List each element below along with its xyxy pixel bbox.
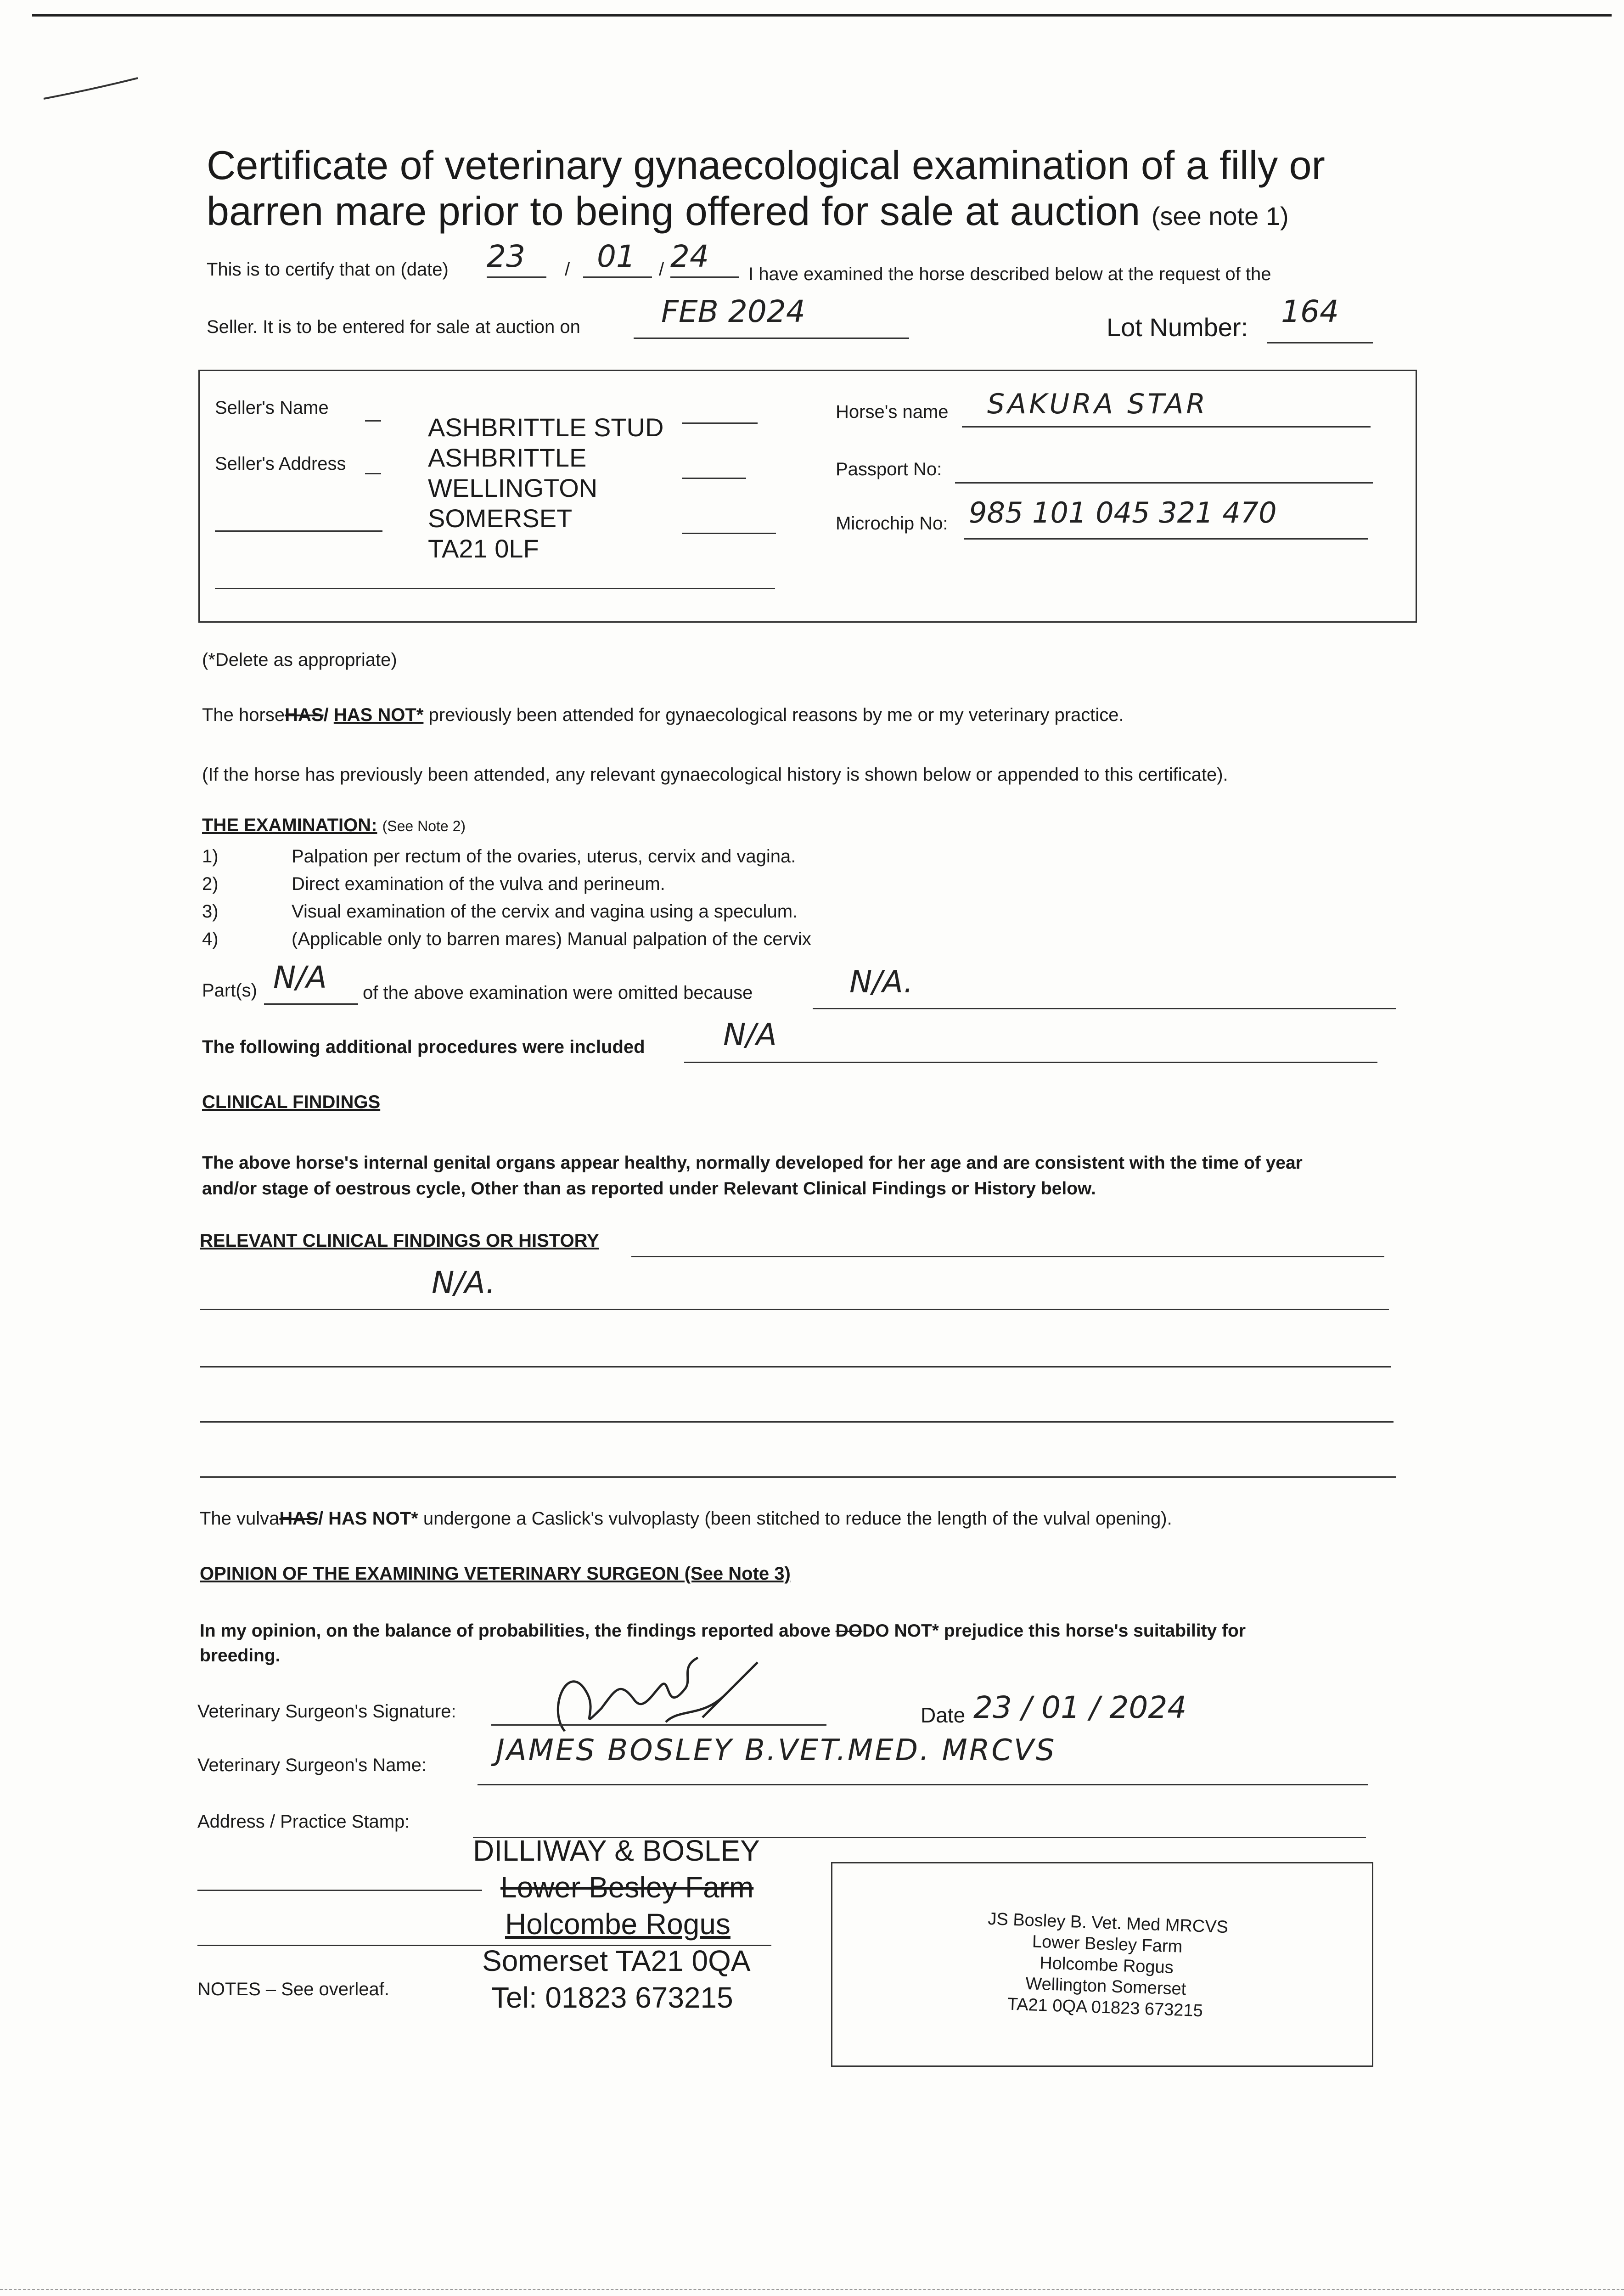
lot-line	[1267, 342, 1373, 343]
seller-address-line-3: WELLINGTON	[428, 473, 598, 502]
relevant-line-3	[200, 1421, 1394, 1423]
seller-line-1	[682, 422, 758, 424]
microchip-value: 985 101 045 321 470	[969, 496, 1277, 529]
address-label: Address / Practice Stamp:	[197, 1812, 410, 1832]
relevant-line-0	[631, 1256, 1384, 1257]
practice-tel: Tel: 01823 673215	[491, 1981, 733, 2014]
relevant-line-2	[200, 1366, 1391, 1367]
additional-line	[684, 1062, 1377, 1063]
certify-suffix: I have examined the horse described below at the request of the	[748, 264, 1271, 284]
horse-name-line	[962, 426, 1371, 428]
practice-address	[473, 1832, 760, 2016]
relevant-value: N/A.	[432, 1265, 495, 1300]
certify-prefix: This is to certify that on (date)	[207, 259, 449, 280]
sale-line	[634, 338, 909, 339]
date-label: Date	[921, 1703, 966, 1727]
clinical-heading: CLINICAL FINDINGS	[202, 1092, 381, 1112]
relevant-line-1	[200, 1309, 1389, 1310]
clinical-statement: The above horse's internal genital organs appear healthy, normally developed for her age and are consistent with the time of year and/or stage of oestrous cycle, Other than as reported under Relevant Clinical Findings or History below.	[202, 1153, 1303, 1199]
seller-address-line-2: ASHBRITTLE	[428, 443, 587, 472]
omitted-label: of the above examination were omitted because	[363, 983, 753, 1003]
practice-stamp: JS Bosley B. Vet. Med MRCVS Lower Besley Farm Holcombe Rogus Wellington Somerset TA21 0QA 01823 673215	[987, 1909, 1229, 2021]
pen-mark	[41, 64, 147, 106]
practice-line-3: Somerset TA21 0QA	[482, 1944, 751, 1977]
year-line	[670, 276, 739, 278]
opinion-statement: In my opinion, on the balance of probabilities, the findings reported above DODO NOT* prejudice this horse's suitability for breeding.	[200, 1621, 1246, 1666]
omitted-value: N/A.	[849, 964, 913, 1000]
seller-line-3	[215, 530, 382, 532]
additional-value: N/A	[723, 1017, 777, 1052]
seller-address-line-1: ASHBRITTLE STUD	[428, 413, 664, 442]
lot-number: 164	[1281, 294, 1339, 329]
seller-line-4	[682, 533, 776, 534]
surgeon-name-value: JAMES BOSLEY B.VET.MED. MRCVS	[496, 1733, 1056, 1767]
date-value: 23 / 01 / 2024	[973, 1690, 1187, 1725]
practice-line-2: Holcombe Rogus	[505, 1908, 731, 1941]
sale-date: FEB 2024	[661, 294, 805, 329]
relevant-heading: RELEVANT CLINICAL FINDINGS OR HISTORY	[200, 1231, 599, 1251]
seller-address-dash	[365, 473, 381, 474]
lot-label: Lot Number:	[1107, 313, 1248, 342]
exam-item: 3) Visual examination of the cervix and vagina using a speculum.	[202, 901, 798, 922]
veterinary-signature	[528, 1639, 785, 1745]
exam-item: 2) Direct examination of the vulva and perineum.	[202, 874, 665, 894]
examination-heading: THE EXAMINATION: (See Note 2)	[202, 815, 466, 835]
exam-item: 1) Palpation per rectum of the ovaries, uterus, cervix and vagina.	[202, 846, 796, 867]
title-note: (see note 1)	[1151, 202, 1289, 231]
delete-note: (*Delete as appropriate)	[202, 650, 397, 670]
signature-label: Veterinary Surgeon's Signature:	[197, 1701, 456, 1722]
surgeon-name-line	[478, 1784, 1368, 1785]
title-line-1: Certificate of veterinary gynaecological examination of a filly or	[207, 142, 1325, 188]
attended-statement: The horseHAS/ HAS NOT* previously been attended for gynaecological reasons by me or my veterinary practice.	[202, 705, 1124, 725]
examination-list	[202, 843, 811, 953]
notes: NOTES – See overleaf.	[197, 1979, 389, 1999]
horse-name-value: SAKURA STAR	[987, 388, 1208, 420]
date-sep-2: /	[659, 259, 664, 280]
vulva-statement: The vulvaHAS/ HAS NOT* undergone a Caslick's vulvoplasty (been stitched to reduce the length of the vulval opening).	[200, 1508, 1172, 1529]
attended-struck: HAS	[285, 705, 324, 725]
address-line-2	[197, 1890, 482, 1891]
exam-year: 24	[670, 239, 709, 274]
seller-name-dash	[365, 420, 381, 422]
bottom-rule	[0, 2289, 1624, 2290]
address-line-3	[197, 1945, 771, 1946]
practice-name: DILLIWAY & BOSLEY	[473, 1834, 760, 1867]
microchip-line	[964, 538, 1368, 540]
vulva-selected: HAS NOT*	[328, 1508, 418, 1529]
attended-note: (If the horse has previously been attended, any relevant gynaecological history is shown below or appended to this certificate).	[202, 765, 1228, 785]
horse-name-label: Horse's name	[836, 402, 949, 422]
day-line	[487, 276, 546, 278]
seller-address-line-5: TA21 0LF	[428, 534, 539, 563]
passport-label: Passport No:	[836, 459, 942, 479]
top-rule	[32, 14, 1612, 17]
opinion-struck: DO	[835, 1621, 863, 1641]
attended-selected: HAS NOT*	[333, 705, 424, 725]
seller-line-2	[682, 478, 746, 479]
parts-label: Part(s)	[202, 980, 257, 1001]
surgeon-name-label: Veterinary Surgeon's Name:	[197, 1755, 427, 1775]
exam-day: 23	[487, 239, 525, 274]
practice-line-1: Lower Besley Farm	[500, 1871, 754, 1904]
exam-month: 01	[597, 239, 635, 274]
title-line-2: barren mare prior to being offered for sale at auction (see note 1)	[207, 188, 1289, 234]
parts-line	[264, 1003, 358, 1005]
omitted-line	[813, 1008, 1396, 1009]
passport-line	[955, 482, 1373, 484]
seller-address-label: Seller's Address	[215, 454, 346, 474]
vulva-struck: HAS	[279, 1508, 318, 1529]
month-line	[583, 276, 652, 278]
seller-address-block	[428, 412, 663, 564]
seller-line-5	[215, 588, 775, 589]
exam-item: 4) (Applicable only to barren mares) Manual palpation of the cervix	[202, 929, 811, 949]
seller-name-label: Seller's Name	[215, 398, 329, 418]
parts-value: N/A	[273, 960, 327, 995]
sale-prefix: Seller. It is to be entered for sale at auction on	[207, 317, 580, 337]
microchip-label: Microchip No:	[836, 513, 948, 534]
seller-address-line-4: SOMERSET	[428, 504, 573, 533]
additional-label: The following additional procedures were included	[202, 1037, 645, 1057]
opinion-heading: OPINION OF THE EXAMINING VETERINARY SURGEON (See Note 3)	[200, 1564, 791, 1584]
certificate-title	[207, 142, 1325, 239]
date-sep-1: /	[565, 259, 570, 280]
signature-line	[491, 1724, 826, 1726]
relevant-line-4	[200, 1476, 1396, 1478]
